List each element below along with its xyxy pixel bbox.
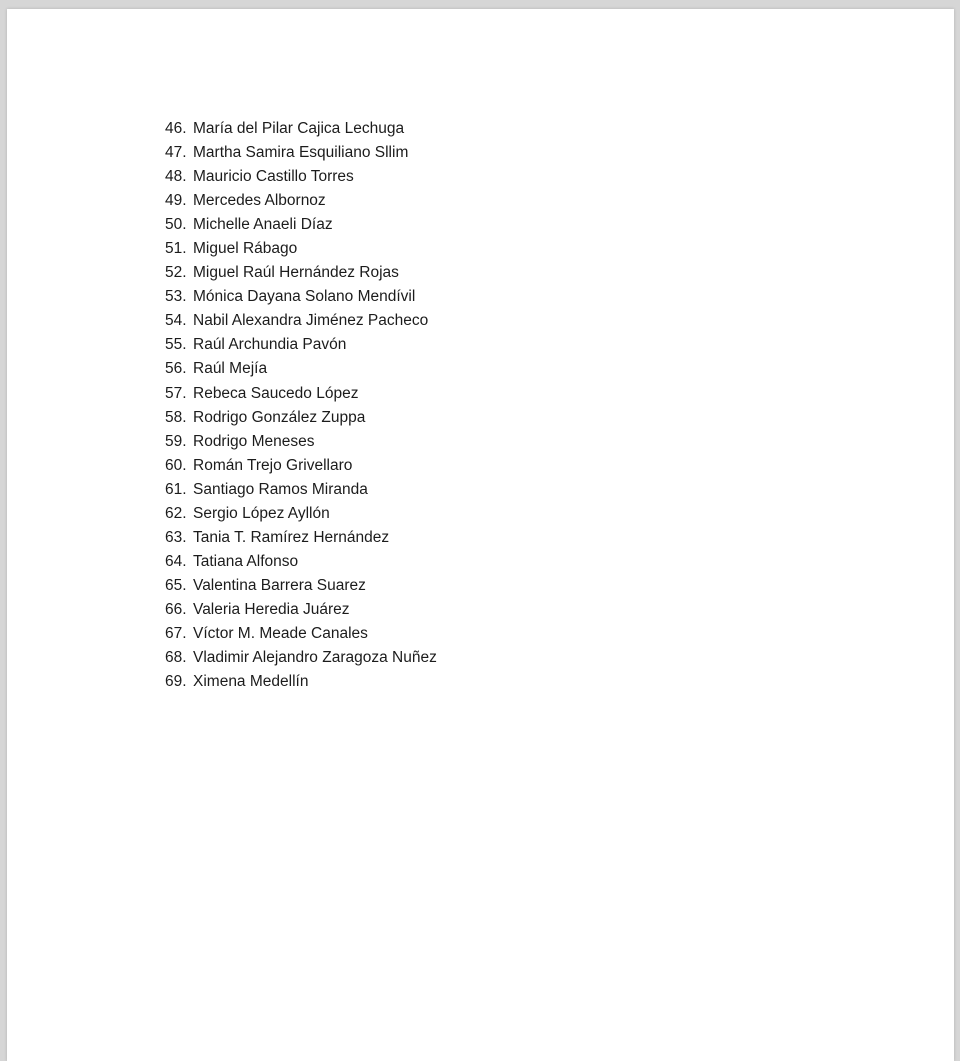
item-name: Mauricio Castillo Torres [193, 168, 354, 186]
item-number: 64. [165, 552, 187, 570]
item-name: Sergio López Ayllón [193, 504, 330, 522]
item-name: Santiago Ramos Miranda [193, 480, 368, 498]
list-item [165, 550, 437, 574]
item-name: Valeria Heredia Juárez [193, 600, 350, 618]
item-name: Mónica Dayana Solano Mendívil [193, 288, 416, 306]
list-item [165, 141, 437, 165]
list-item [165, 502, 437, 526]
item-number: 66. [165, 600, 187, 618]
item-number: 47. [165, 144, 187, 162]
item-number: 67. [165, 624, 187, 642]
item-number: 53. [165, 288, 187, 306]
item-name: Miguel Raúl Hernández Rojas [193, 264, 399, 282]
list-item [165, 165, 437, 189]
item-number: 52. [165, 264, 187, 282]
list-item [165, 598, 437, 622]
list-item [165, 357, 437, 381]
list-item [165, 117, 437, 141]
name-list [165, 117, 437, 694]
item-number: 55. [165, 336, 187, 354]
list-item [165, 646, 437, 670]
list-item [165, 309, 437, 333]
item-number: 65. [165, 576, 187, 594]
item-number: 56. [165, 360, 187, 378]
list-item [165, 285, 437, 309]
item-name: Raúl Archundia Pavón [193, 336, 347, 354]
list-item [165, 574, 437, 598]
list-item [165, 213, 437, 237]
list-item [165, 670, 437, 694]
item-number: 59. [165, 432, 187, 450]
item-number: 69. [165, 673, 187, 691]
item-name: Vladimir Alejandro Zaragoza Nuñez [193, 649, 437, 667]
item-name: Víctor M. Meade Canales [193, 624, 368, 642]
item-number: 60. [165, 456, 187, 474]
item-name: María del Pilar Cajica Lechuga [193, 120, 405, 137]
list-item [165, 333, 437, 357]
item-name: Tania T. Ramírez Hernández [193, 528, 390, 546]
item-number: 51. [165, 240, 187, 258]
item-name: Martha Samira Esquiliano Sllim [193, 144, 409, 162]
item-name: Tatiana Alfonso [193, 552, 299, 570]
list-item [165, 526, 437, 550]
item-number: 54. [165, 312, 187, 330]
item-number: 46. [165, 120, 187, 137]
item-number: 49. [165, 192, 187, 210]
list-item [165, 261, 437, 285]
document-page [7, 9, 954, 1061]
item-name: Rebeca Saucedo López [193, 384, 359, 402]
list-item [165, 406, 437, 430]
item-name: Ximena Medellín [193, 673, 309, 691]
item-name: Rodrigo Meneses [193, 432, 315, 450]
item-number: 58. [165, 408, 187, 426]
item-name: Mercedes Albornoz [193, 192, 326, 210]
item-number: 68. [165, 649, 187, 667]
list-item [165, 478, 437, 502]
list-item [165, 454, 437, 478]
item-name: Román Trejo Grivellaro [193, 456, 353, 474]
item-name: Nabil Alexandra Jiménez Pacheco [193, 312, 429, 330]
list-item [165, 382, 437, 406]
list-item [165, 237, 437, 261]
item-number: 61. [165, 480, 187, 498]
item-name: Miguel Rábago [193, 240, 298, 258]
list-item [165, 622, 437, 646]
item-name: Rodrigo González Zuppa [193, 408, 366, 426]
list-item [165, 189, 437, 213]
item-number: 50. [165, 216, 187, 234]
item-number: 57. [165, 384, 187, 402]
item-number: 63. [165, 528, 187, 546]
item-name: Valentina Barrera Suarez [193, 576, 366, 594]
item-number: 62. [165, 504, 187, 522]
list-item [165, 430, 437, 454]
item-name: Raúl Mejía [193, 360, 268, 378]
item-number: 48. [165, 168, 187, 186]
item-name: Michelle Anaeli Díaz [193, 216, 333, 234]
